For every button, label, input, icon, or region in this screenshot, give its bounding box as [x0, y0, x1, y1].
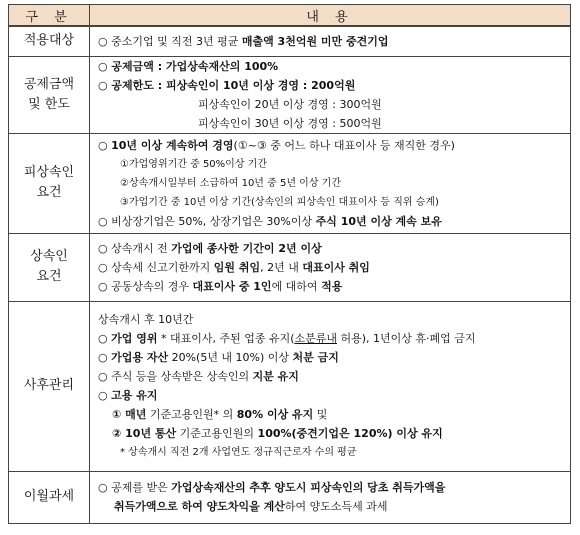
text-run: ○ 상속개시 전	[98, 241, 172, 255]
text-run: ③가업기간 중 10년 이상 기간(상속인의 피상속인 대표이사 등 직위 승계)	[120, 196, 439, 208]
table-row	[9, 301, 571, 471]
table-header-row	[9, 5, 571, 27]
header-category: 구 분	[9, 5, 90, 27]
row-content	[90, 56, 571, 133]
content-line	[98, 310, 570, 329]
content-line	[98, 386, 570, 405]
table-row	[9, 133, 571, 233]
content-line	[98, 478, 570, 497]
header-content: 내 용	[90, 5, 571, 27]
text-run: * 상속개시 직전 2개 사업연도 정규직근로자 수의 평균	[120, 447, 357, 458]
content-line	[98, 155, 570, 174]
text-run: ○ 공동상속의 경우	[98, 279, 193, 293]
table-row	[9, 471, 571, 523]
text-run: 하여 양도소득세 과세	[284, 500, 388, 513]
row-label-line: 요건	[36, 185, 62, 200]
bold-text-run: 임원 취임	[213, 260, 261, 274]
text-run: * 대표이사, 주된 업종 유지(	[157, 332, 295, 345]
bold-text-run: 지분 유지	[252, 370, 299, 383]
row-label-line: 사후관리	[23, 378, 75, 393]
row-label-line: 요건	[36, 269, 62, 284]
table-row	[9, 26, 571, 56]
content-line	[98, 497, 570, 516]
text-run: ○	[98, 332, 112, 345]
text-run: ○	[98, 351, 112, 364]
text-run: 20%(5년 내 10%) 이상	[168, 351, 293, 364]
row-label-line: 상속인	[30, 249, 68, 264]
text-run: 피상속인이 30년 이상 경영 : 500억원	[198, 116, 382, 130]
text-run: 피상속인이 20년 이상 경영 : 300억원	[198, 97, 382, 111]
row-label	[9, 233, 90, 301]
row-label-line: 및 한도	[28, 96, 70, 112]
content-line	[98, 212, 570, 231]
content-line	[98, 32, 570, 51]
content-line	[98, 443, 570, 462]
row-label-line: 적용대상	[23, 33, 75, 49]
content-line	[98, 367, 570, 386]
text-run: 기준고용인원* 의	[146, 408, 237, 421]
bold-text-run: 가업상속재산의 추후 양도시 피상속인의 당초 취득가액을	[171, 481, 446, 494]
table-row	[9, 233, 571, 301]
underlined-text-run: 소분류내	[294, 332, 337, 345]
text-run: 및	[313, 408, 328, 421]
row-label	[9, 56, 90, 133]
text-run: ○ 중소기업 및 직전 3년 평균	[98, 34, 242, 48]
content-line	[98, 174, 570, 193]
bold-text-run: 80% 이상 유지	[236, 408, 314, 421]
content-line	[98, 405, 570, 424]
row-label	[9, 301, 90, 471]
bold-text-run: 가업에 종사한 기간이 2년 이상	[171, 241, 322, 255]
row-label	[9, 26, 90, 56]
bold-text-run: 100%(중견기업은 120%) 이상 유지	[257, 427, 443, 440]
content-line	[98, 277, 570, 296]
content-line	[98, 193, 570, 212]
text-run: , 2년 내	[260, 260, 303, 274]
text-run: 상속개시 후 10년간	[98, 313, 194, 326]
content-line	[98, 114, 570, 133]
text-run: ○ 상속세 신고기한까지	[98, 260, 214, 274]
bold-text-run: 적용	[321, 279, 343, 293]
row-label	[9, 471, 90, 523]
text-run: 기준고용인원의	[176, 427, 258, 440]
row-content	[90, 26, 571, 56]
row-label-line: 공제금액	[23, 76, 75, 92]
bold-text-run: 가업용 자산	[111, 351, 169, 364]
text-run: 허용), 1년이상 휴·폐업 금지	[337, 332, 476, 345]
succession-deduction-table	[8, 4, 571, 524]
text-run: ○ 공제를 받은	[98, 481, 172, 494]
bold-text-run: 10년 이상 계속하여 경영	[111, 138, 234, 152]
text-run: ○ 주식 등을 상속받은 상속인의	[98, 370, 253, 383]
text-run: ○ 공제한도 : 피상속인이 10년 이상 경영 : 200억원	[98, 78, 356, 92]
bold-text-run: ① 매년	[112, 408, 147, 421]
bold-text-run: 대표이사 중 1인	[192, 279, 272, 293]
row-content	[90, 301, 571, 471]
content-line	[98, 424, 570, 443]
content-line	[98, 136, 570, 155]
text-run: ○	[98, 138, 112, 152]
row-content	[90, 133, 571, 233]
content-line	[98, 239, 570, 258]
row-label-line: 이월과세	[23, 489, 75, 504]
content-line	[98, 57, 570, 76]
row-content	[90, 471, 571, 523]
content-line	[98, 348, 570, 367]
row-content	[90, 233, 571, 301]
text-run: ○ 공제금액 : 가업상속재산의 100%	[98, 59, 279, 73]
bold-text-run: 고용 유지	[111, 389, 158, 402]
bold-text-run: 대표이사 취임	[302, 260, 370, 274]
text-run: ○ 비상장기업은 50%, 상장기업은 30%이상	[98, 214, 316, 228]
bold-text-run: 가업 영위	[111, 332, 158, 345]
text-run: ②상속개시일부터 소급하여 10년 중 5년 이상 기간	[120, 177, 342, 189]
bold-text-run: 처분 금지	[292, 351, 339, 364]
text-run: ○	[98, 389, 112, 402]
row-label	[9, 133, 90, 233]
content-line	[98, 76, 570, 95]
bold-text-run: 주식 10년 이상 계속 보유	[315, 214, 442, 228]
text-run: 에 대하여	[271, 279, 322, 293]
content-line	[98, 95, 570, 114]
bold-text-run: ② 10년 통산	[112, 427, 177, 440]
content-line	[98, 329, 570, 348]
row-label-line: 피상속인	[23, 165, 75, 180]
bold-text-run: 매출액 3천억원 미만 중견기업	[241, 34, 389, 48]
content-line	[98, 258, 570, 277]
table-row	[9, 56, 571, 133]
text-run: ①가업영위기간 중 50%이상 기간	[120, 158, 267, 170]
text-run: (①~③ 중 어느 하나 대표이사 등 재직한 경우)	[233, 138, 455, 152]
bold-text-run: 취득가액으로 하여 양도차익을 계산	[114, 500, 285, 513]
